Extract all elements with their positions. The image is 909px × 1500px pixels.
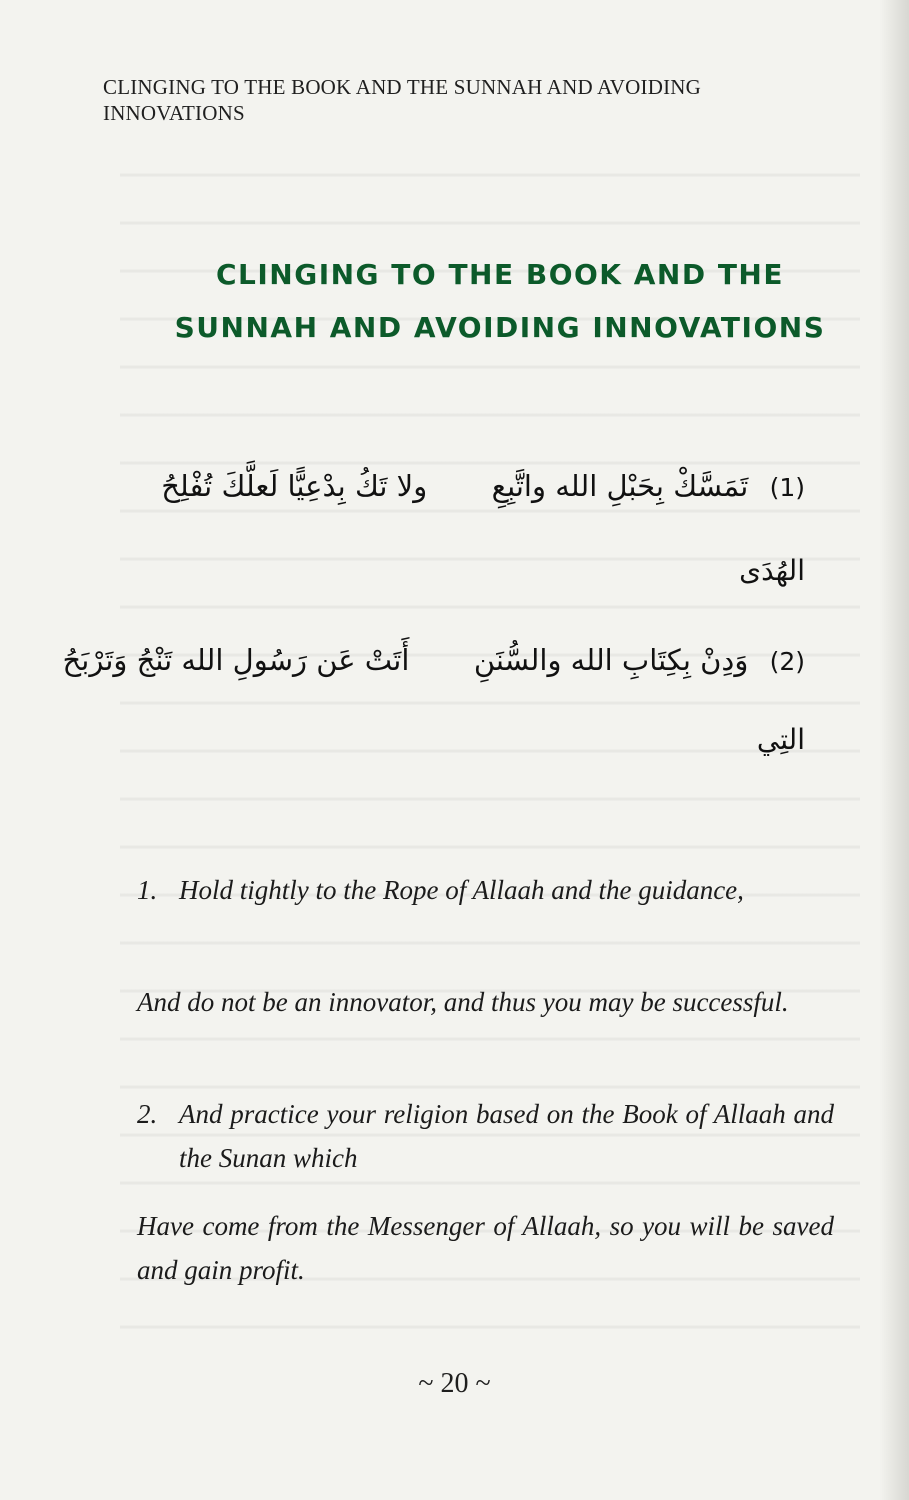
arabic-verse-2-number: (2) [769, 647, 805, 676]
page-number: ~ 20 ~ [418, 1368, 491, 1399]
arabic-verse-1-first-half: تَمَسَّكْ بِحَبْلِ الله واتَّبِعِ [491, 469, 749, 503]
translation-item-2 [137, 1092, 834, 1180]
arabic-verse-1 [75, 468, 805, 506]
translation-item-1-number: 1. [137, 875, 158, 905]
translation-item-1-text: Hold tightly to the Rope of Allaah and the guidance, [179, 875, 744, 905]
chapter-title [120, 248, 880, 354]
translation-item-2-number: 2. [137, 1099, 158, 1129]
page-edge-shadow [880, 0, 909, 1500]
arabic-verse-1-number: (1) [769, 473, 805, 502]
chapter-title-line-1: CLINGING TO THE BOOK AND THE [215, 258, 784, 291]
chapter-title-line-2: SUNNAH AND AVOIDING INNOVATIONS [174, 311, 826, 344]
arabic-verse-2 [62, 642, 805, 680]
arabic-verse-2-second-half: أَتَتْ عَن رَسُولِ الله تَنْجُ وَتَرْبَحُ [62, 643, 410, 677]
running-head: CLINGING TO THE BOOK AND THE SUNNAH AND AVOIDING INNOVATIONS [103, 75, 701, 125]
translation-item-1 [137, 868, 834, 912]
arabic-verse-2-continuation: التِي [756, 723, 805, 756]
translation-item-2-text: And practice your religion based on the Book of Allaah and the Sunan which [179, 1099, 834, 1173]
arabic-verse-1-second-half: ولا تَكُ بِدْعِيًّا لَعلَّكَ تُفْلِحُ [161, 469, 428, 503]
arabic-verse-2-first-half: وَدِنْ بِكِتَابِ الله والسُّنَنِ [473, 643, 749, 677]
arabic-verse-1-continuation: الهُدَى [739, 554, 805, 587]
translation-item-1-continuation: And do not be an innovator, and thus you may be successful. [137, 987, 789, 1017]
translation-item-2-continuation: Have come from the Messenger of Allaah, so you will be saved and gain profit. [137, 1211, 834, 1285]
